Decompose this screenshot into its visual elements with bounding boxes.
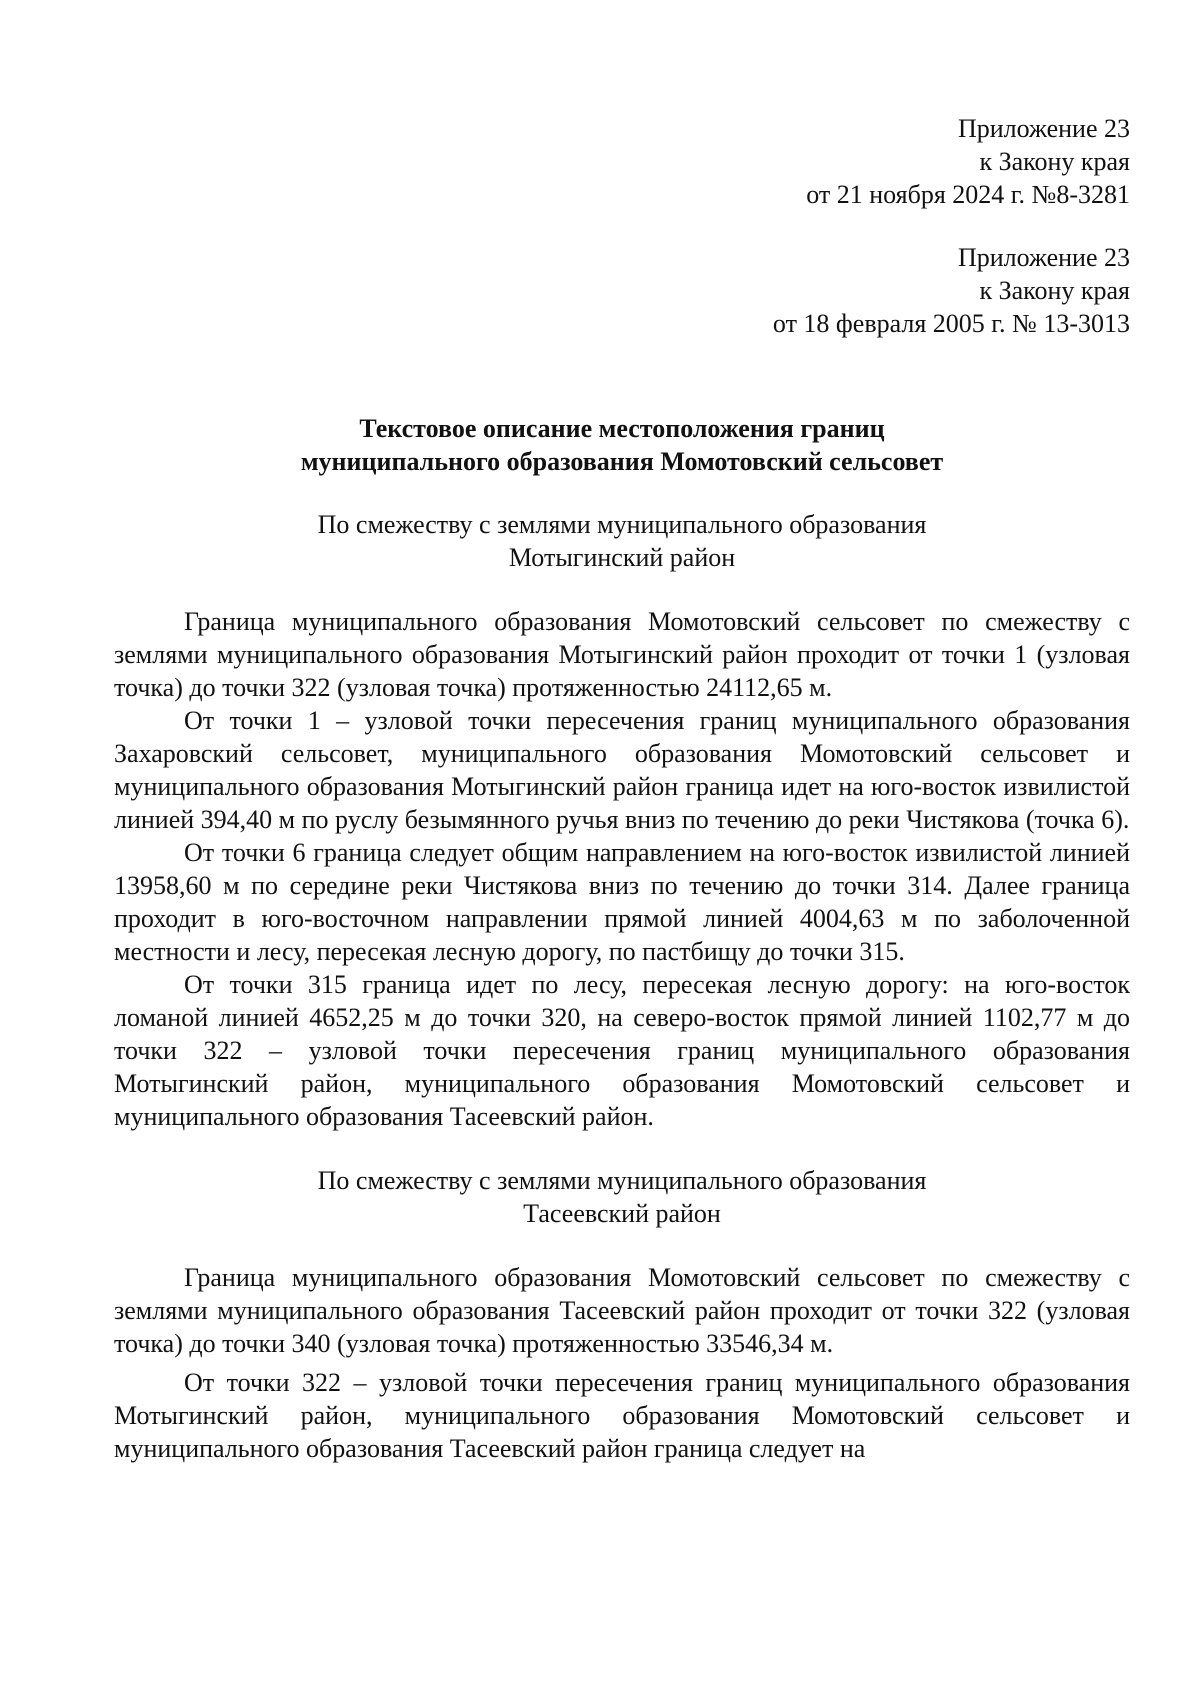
appendix-header-original — [114, 241, 1130, 340]
paragraph: От точки 1 – узловой точки пересечения границ муниципального образования Захаровский сельсовет, муниципального образования Момотовский сельсовет и муниципального образования Мотыгинский район граница идет на юго-восток извилистой линией 394,40 м по руслу безымянного ручья вниз по течению до реки Чистякова (точка 6). — [114, 706, 1130, 834]
section-heading-taseevsky — [114, 1164, 1130, 1230]
document-title — [114, 412, 1130, 478]
document-title-line: Текстовое описание местоположения границ — [359, 414, 885, 443]
appendix-number: Приложение 23 — [957, 243, 1130, 272]
appendix-law-date: от 21 ноября 2024 г. №8-3281 — [806, 180, 1130, 209]
document-page — [114, 112, 1130, 1465]
appendix-law-reference: к Закону края — [979, 276, 1130, 305]
paragraph: Граница муниципального образования Момотовский сельсовет по смежеству с землями муниципального образования Мотыгинский район проходит от точки 1 (узловая точка) до точки 322 (узловая точка) протяженностью 24112,65 м. — [114, 607, 1130, 702]
document-title-line: муниципального образования Момотовский сельсовет — [300, 447, 944, 476]
section-heading-line: По смежеству с землями муниципального образования — [317, 510, 927, 539]
paragraph: От точки 315 граница идет по лесу, пересекая лесную дорогу: на юго-восток ломаной линией 4652,25 м до точки 320, на северо-восток прямой линией 1102,77 м до точки 322 – узловой точки пересечения границ муниципального образования Мотыгинский район, муниципального образования Момотовский сельсовет и муниципального образования Тасеевский район. — [114, 970, 1130, 1131]
paragraph: От точки 6 граница следует общим направлением на юго-восток извилистой линией 13958,60 м по середине реки Чистякова вниз по течению до точки 314. Далее граница проходит в юго-восточном направлении прямой линией 4004,63 м по заболоченной местности и лесу, пересекая лесную дорогу, по пастбищу до точки 315. — [114, 838, 1130, 966]
section-heading-line: Тасеевский район — [523, 1199, 721, 1228]
appendix-law-reference: к Закону края — [979, 147, 1130, 176]
appendix-law-date: от 18 февраля 2005 г. № 13-3013 — [772, 309, 1130, 338]
appendix-header-current — [114, 112, 1130, 211]
appendix-number: Приложение 23 — [957, 114, 1130, 143]
section-heading-line: Мотыгинский район — [508, 543, 736, 572]
section-heading-motyginsky — [114, 508, 1130, 574]
section-heading-line: По смежеству с землями муниципального образования — [317, 1166, 927, 1195]
paragraph: Граница муниципального образования Момотовский сельсовет по смежеству с землями муниципального образования Тасеевский район проходит от точки 322 (узловая точка) до точки 340 (узловая точка) протяженностью 33546,34 м. — [114, 1263, 1130, 1358]
paragraph: От точки 322 – узловой точки пересечения границ муниципального образования Мотыгинский район, муниципального образования Момотовский сельсовет и муниципального образования Тасеевский район граница следует на — [114, 1368, 1130, 1463]
